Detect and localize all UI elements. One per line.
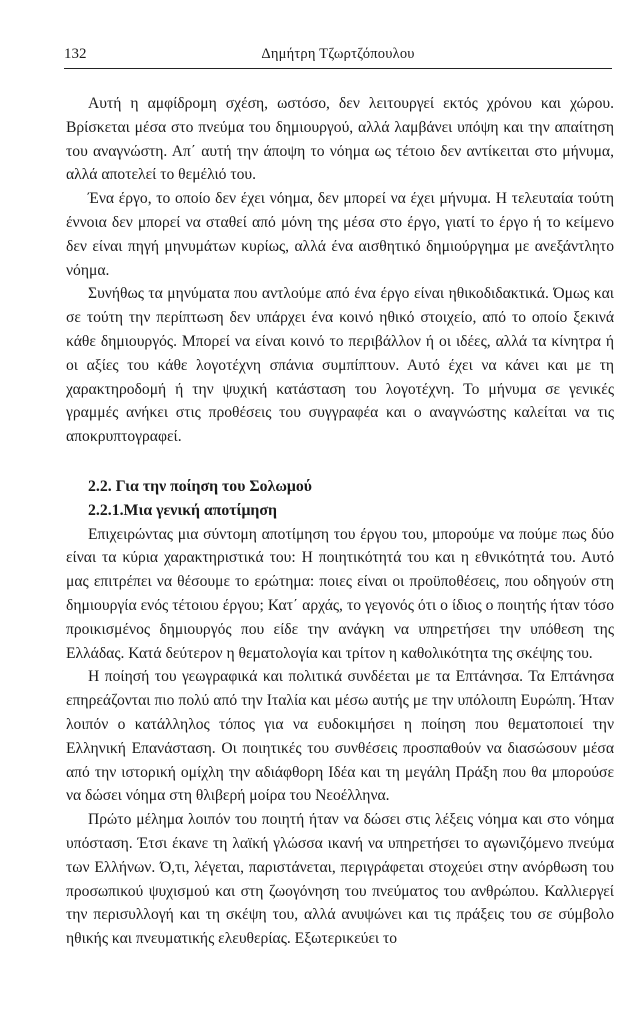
paragraph: Αυτή η αμφίδρομη σχέση, ωστόσο, δεν λειτουργεί εκτός χρόνου και χώρου. Βρίσκεται μέσα στο πνεύμα του δημιουργού, αλλά λαμβάνει υπόψη και την απαίτηση του αναγνώστη. Απ΄ αυτή την άποψη το νόημα ως τέτοιο δεν αντίκειται στο μήνυμα, αλλά αποτελεί το θεμέλιό του. (66, 95, 614, 184)
page-header (64, 42, 612, 69)
running-head: Δημήτρη Τζωρτζόπουλου (261, 46, 415, 62)
page-body (66, 92, 614, 951)
paragraph: Επιχειρώντας μια σύντομη αποτίμηση του έργου του, μπορούμε να πούμε πως δύο είναι τα κύρια χαρακτηριστικά του: Η ποιητικότητά του και η εθνικότητά του. Αυτό μας επιτρέπει να θέσουμε το ερώτημα: ποιες είναι οι προϋποθέσεις, που οδηγούν στη δημιουργία ενός τέτοιου έργου; Κατ΄ αρχάς, το γεγονός ότι ο ίδιος ο ποιητής ήταν τόσο προικισμένος δημιουργός που είδε την ανάγκη να υπηρετήσει την υπόθεση της Ελλάδας. Κατά δεύτερον η θεματολογία και τρίτον η καθολικότητα της σκέψης του. (66, 525, 614, 662)
paragraph: Συνήθως τα μηνύματα που αντλούμε από ένα έργο είναι ηθικοδιδακτικά. Όμως και σε τούτη την περίπτωση δεν υπάρχει ένα κοινό ηθικό στοιχείο, από το οποίο ξεκινά κάθε δημιουργός. Μπορεί να είναι κοινό το περιβάλλον ή οι ιδέες, αλλά τα κίνητρα ή οι αξίες του κάθε λογοτέχνη σπάνια συμπίπτουν. Αυτό έχει να κάνει και με τη χαρακτηροδομή ή την ψυχική κατάσταση του λογοτέχνη. Το μήνυμα σε γενικές γραμμές ανήκει στις προθέσεις του συγγραφέα και ο αναγνώστης καλείται να τις αποκρυπτογραφεί. (66, 285, 614, 446)
page-number: 132 (64, 46, 87, 62)
paragraph: Η ποίησή του γεωγραφικά και πολιτικά συνδέεται με τα Επτάνησα. Τα Επτάνησα επηρεάζονται πιο πολύ από την Ιταλία και μέσω αυτής με την υπόλοιπη Ευρώπη. Ήταν λοιπόν ο κατάλληλος τόπος για να ευδοκιμήσει η ποίηση που θεματοποιεί την Ελληνική Επανάσταση. Οι ποιητικές του συνθέσεις προσπαθούν να διασώσουν μέσα από την ιστορική ομίχλη την αδιάφθορη Ιδέα και τη μεγάλη Πράξη που θα μπορούσε να δώσει νόημα στη θλιβερή μοίρα του Νεοέλληνα. (66, 668, 614, 805)
paragraph: Πρώτο μέλημα λοιπόν του ποιητή ήταν να δώσει στις λέξεις νόημα και στο νόημα υπόσταση. Έτσι έκανε τη λαϊκή γλώσσα ικανή να υπηρετήσει το αγωνιζόμενο πνεύμα των Ελλήνων. Ό,τι, λέγεται, παριστάνεται, περιγράφεται στοχεύει στην ανόρθωση του προσωπικού ψυχισμού και στη ζωογόνηση του πνεύματος του ανθρώπου. Καλλιεργεί την περισυλλογή και τη σκέψη του, αλλά ανυψώνει και τις πράξεις του σε σύμβολο ηθικής και πνευματικής ελευθερίας. Εξωτερικεύει το (66, 811, 614, 948)
section-heading: 2.2. Για την ποίηση του Σολωμού (88, 477, 312, 495)
subsection-heading: 2.2.1.Μια γενική αποτίμηση (88, 501, 277, 519)
paragraph: Ένα έργο, το οποίο δεν έχει νόημα, δεν μπορεί να έχει μήνυμα. Η τελευταία τούτη έννοια δεν μπορεί να σταθεί από μόνη της μέσα στο έργο, γιατί το έργο ή το κείμενο δεν είναι πηγή μηνυμάτων κυρίως, αλλά ένα αισθητικό δημιούργημα με ανεξάντλητο νόημα. (66, 190, 614, 279)
